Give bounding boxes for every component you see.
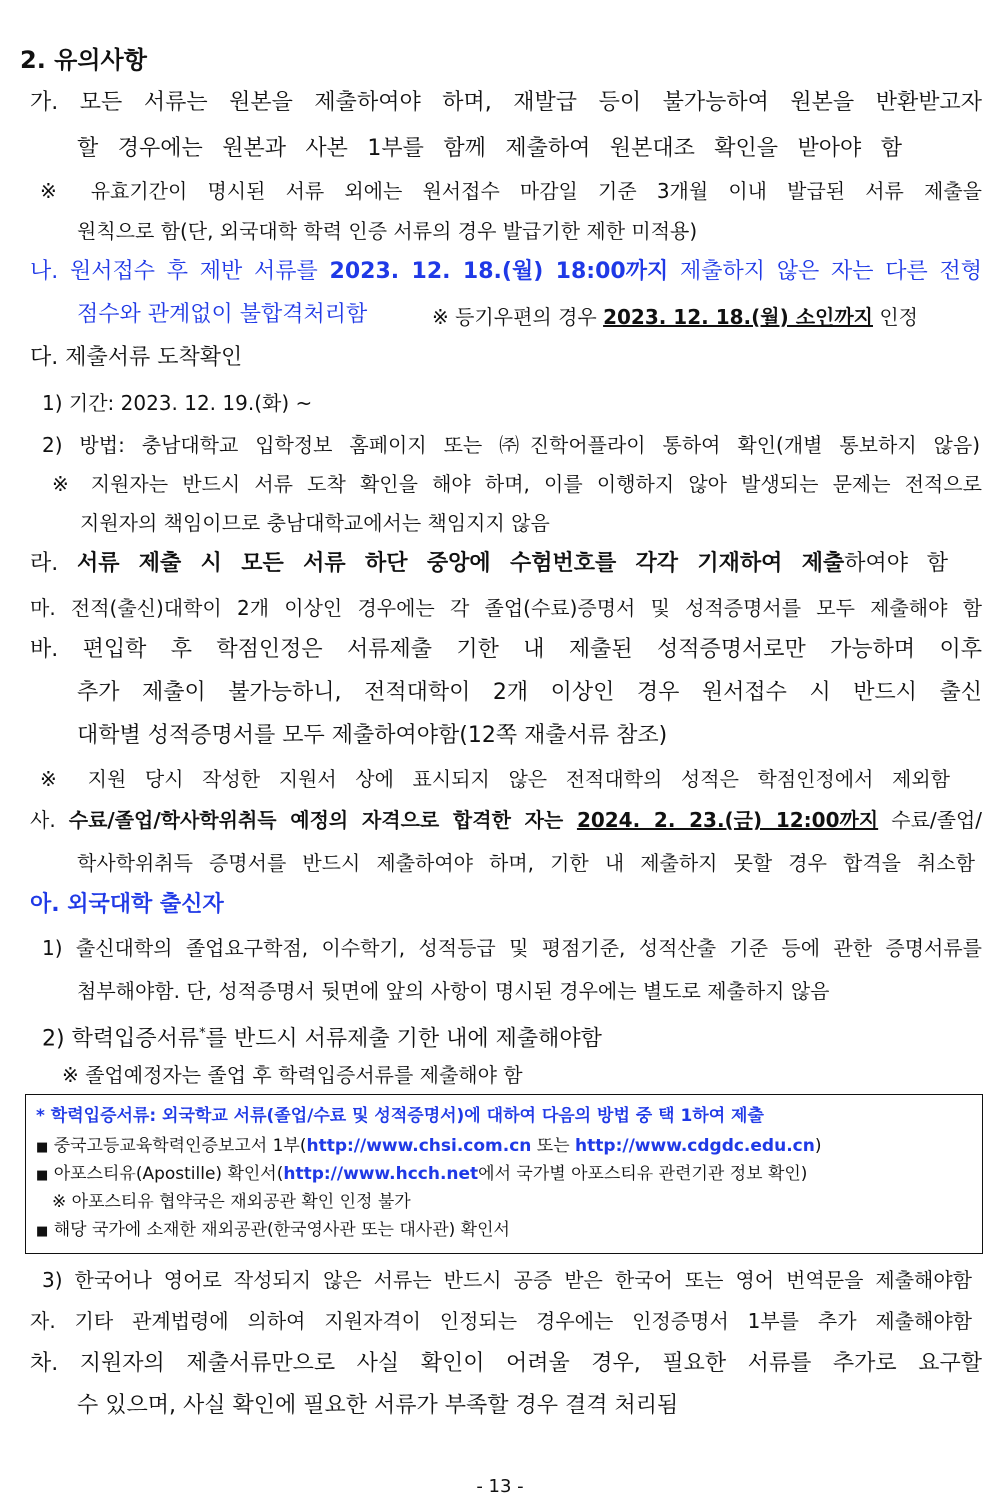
item-na-postal-suffix: 인정 <box>872 305 918 329</box>
box-bullet-1 <box>36 1134 821 1160</box>
item-ga-note-line2: 원칙으로 함(단, 외국대학 학력 인증 서류의 경우 발급기한 제한 미적용) <box>77 219 698 243</box>
item-na-postal-deadline: 2023. 12. 18.(월) 소인까지 <box>603 305 873 329</box>
item-ra-bold: 서류 제출 시 모든 서류 하단 중앙에 수험번호를 각각 기재하여 제출 <box>76 551 845 576</box>
item-da-period: 1) 기간: 2023. 12. 19.(화) ~ <box>42 391 313 415</box>
item-na-text: 나. 원서접수 후 제반 서류를 <box>30 259 330 284</box>
item-da-title: 다. 제출서류 도착확인 <box>30 345 243 370</box>
item-na-deadline: 2023. 12. 18.(월) 18:00까지 <box>329 259 669 284</box>
item-ra-prefix: 라. <box>30 551 77 576</box>
item-sa-line2: 학사학위취득 증명서를 반드시 제출하여야 하며, 기한 내 제출하지 못할 경우 합격을 취소함 <box>77 851 975 875</box>
item-da-note-line2: 지원자의 책임이므로 충남대학교에서는 책임지지 않음 <box>80 511 550 535</box>
box-bullet-2-rest: 에서 국가별 아포스티유 관련기관 정보 확인) <box>478 1164 808 1184</box>
item-da-method: 2) 방법: 충남대학교 입학정보 홈페이지 또는 ㈜진학어플라이 통하여 확인(개별 통보하지 않음) <box>42 433 980 457</box>
section-title: 2. 유의사항 <box>20 46 147 74</box>
item-ba-note: ※ 지원 당시 작성한 지원서 상에 표시되지 않은 전적대학의 성적은 학점인정에서 제외함 <box>40 767 950 791</box>
item-da-note-line1: ※ 지원자는 반드시 서류 도착 확인을 해야 하며, 이를 이행하지 않아 발생되는 문제는 전적으로 <box>52 472 982 496</box>
item-cha-line2: 수 있으며, 사실 확인에 필요한 서류가 부족할 경우 결격 처리됨 <box>77 1393 679 1418</box>
item-sa-prefix: 사. <box>30 808 69 832</box>
page-number: - 13 - <box>476 1476 524 1497</box>
item-a-item1-line2: 첨부해야함. 단, 성적증명서 뒷면에 앞의 사항이 명시된 경우에는 별도로 제출하지 않음 <box>77 979 830 1003</box>
item-a-title: 아. 외국대학 출신자 <box>30 892 224 917</box>
item-na-text-rest: 제출하지 않은 자는 다른 전형 <box>668 259 983 284</box>
bullet-square-icon: ■ <box>36 1140 49 1155</box>
chsi-link[interactable]: http://www.chsi.com.cn <box>306 1136 532 1156</box>
box-bullet-1-close: ) <box>814 1136 822 1156</box>
box-bullet-2 <box>36 1162 807 1188</box>
item-sa-bold: 수료/졸업/학사학위취득 예정의 자격으로 합격한 자는 <box>68 808 577 832</box>
item-ra-line <box>30 549 948 579</box>
item-na-line1 <box>30 257 982 287</box>
bullet-square-icon: ■ <box>36 1224 49 1239</box>
item-ma-line: 마. 전적(출신)대학이 2개 이상인 경우에는 각 졸업(수료)증명서 및 성적증명서를 모두 제출해야 함 <box>30 596 982 620</box>
box-bullet-2-text: 아포스티유(Apostille) 확인서( <box>53 1164 284 1184</box>
item-na-fail-text: 점수와 관계없이 불합격처리함 <box>77 302 368 327</box>
item-ba-line2: 추가 제출이 불가능하니, 전적대학이 2개 이상인 경우 원서접수 시 반드시 출신 <box>77 680 982 705</box>
item-ga-line2: 할 경우에는 원본과 사본 1부를 함께 제출하여 원본대조 확인을 받아야 함 <box>77 136 902 161</box>
item-ba-line3: 대학별 성적증명서를 모두 제출하여야함(12쪽 재출서류 참조) <box>77 723 668 748</box>
item-a-item3: 3) 한국어나 영어로 작성되지 않은 서류는 반드시 공증 받은 한국어 또는 영어 번역문을 제출해야함 <box>42 1268 972 1292</box>
cdgdc-link[interactable]: http://www.cdgdc.edu.cn <box>575 1136 815 1156</box>
bullet-square-icon: ■ <box>36 1168 49 1183</box>
item-ba-line1: 바. 편입학 후 학점인정은 서류제출 기한 내 제출된 성적증명서로만 가능하며 이후 <box>30 637 982 662</box>
box-title: * 학력입증서류: 외국학교 서류(졸업/수료 및 성적증명서)에 대하여 다음의 방법 중 택 1하여 제출 <box>36 1106 764 1126</box>
item-ja-line: 자. 기타 관계법령에 의하여 지원자격이 인정되는 경우에는 인정증명서 1부를 추가 제출해야함 <box>30 1309 972 1333</box>
box-bullet-3-text: 해당 국가에 소재한 재외공관(한국영사관 또는 대사관) 확인서 <box>53 1220 510 1240</box>
item-cha-line1: 차. 지원자의 제출서류만으로 사실 확인이 어려울 경우, 필요한 서류를 추가로 요구할 <box>30 1351 982 1376</box>
item-a-item2 <box>42 1019 602 1054</box>
box-bullet-3 <box>36 1218 510 1244</box>
box-bullet-1-text: 중국고등교육학력인증보고서 1부( <box>53 1136 307 1156</box>
item-a-item1-line1: 1) 출신대학의 졸업요구학점, 이수학기, 성적등급 및 평점기준, 성적산출 기준 등에 관한 증명서류를 <box>42 936 982 960</box>
item-na-postal-note <box>432 302 918 332</box>
footnote-marker: * <box>199 1026 206 1041</box>
box-apostille-note: ※ 아포스티유 협약국은 재외공관 확인 인정 불가 <box>52 1192 411 1212</box>
hcch-link[interactable]: http://www.hcch.net <box>283 1164 479 1184</box>
item-na-postal-prefix: ※ 등기우편의 경우 <box>432 305 604 329</box>
item-sa-line1 <box>30 805 982 835</box>
item-sa-suffix: 수료/졸업/ <box>878 808 983 832</box>
item-a-note: ※ 졸업예정자는 졸업 후 학력입증서류를 제출해야 함 <box>62 1063 523 1087</box>
item-a-item2-rest: 를 반드시 서류제출 기한 내에 제출해야함 <box>205 1026 602 1052</box>
box-bullet-1-or: 또는 <box>531 1136 576 1156</box>
item-ga-note-line1: ※ 유효기간이 명시된 서류 외에는 원서접수 마감일 기준 3개월 이내 발급된 서류 제출을 <box>40 179 982 203</box>
item-na-line2 <box>77 300 367 330</box>
item-sa-deadline: 2024. 2. 23.(금) 12:00까지 <box>576 808 879 832</box>
item-a-item2-text: 2) 학력입증서류 <box>42 1026 200 1052</box>
item-ra-suffix: 하여야 함 <box>844 551 948 576</box>
item-ga-line1: 가. 모든 서류는 원본을 제출하여야 하며, 재발급 등이 불가능하여 원본을 반환받고자 <box>30 90 982 115</box>
